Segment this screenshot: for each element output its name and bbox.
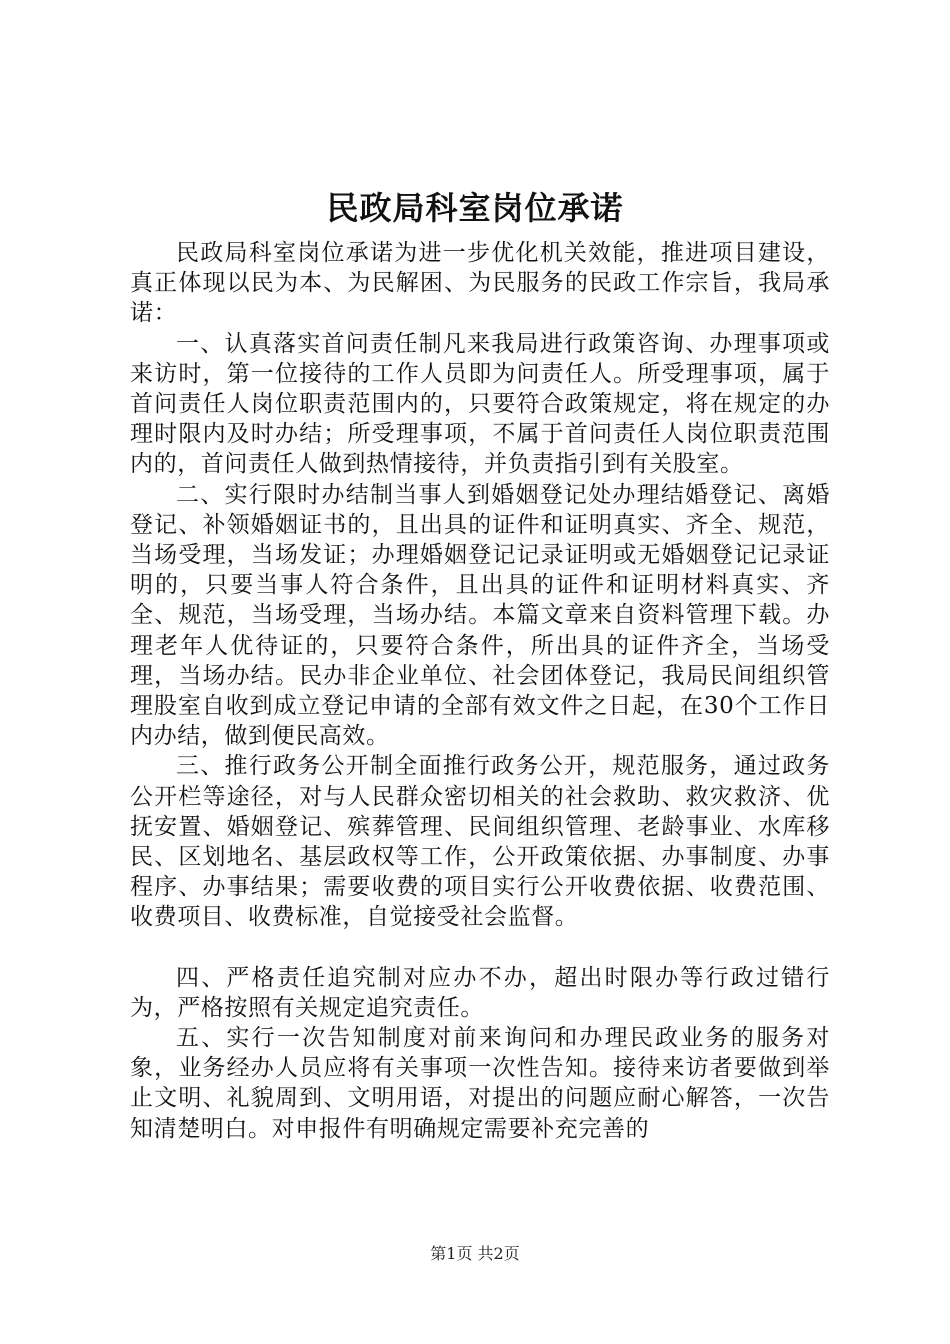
paragraph-one-time-notice: 五、实行一次告知制度对前来询问和办理民政业务的服务对象，业务经办人员应将有关事项一次性告知。接待来访者要做到举止文明、礼貌周到、文明用语，对提出的问题应耐心解答，一次告知清楚明白。对申报件有明确规定需要补充完善的 bbox=[130, 1025, 830, 1142]
paragraph-gap bbox=[130, 933, 830, 963]
intro-paragraph: 民政局科室岗位承诺为进一步优化机关效能，推进项目建设，真正体现以民为本、为民解困、为民服务的民政工作宗旨，我局承诺： bbox=[130, 240, 830, 327]
page-footer: 第1页 共2页 bbox=[430, 1244, 520, 1263]
document-title: 民政局科室岗位承诺 bbox=[326, 189, 624, 227]
paragraph-public-affairs: 三、推行政务公开制全面推行政务公开，规范服务，通过政务公开栏等途径，对与人民群众密切相关的社会救助、救灾救济、优抚安置、婚姻登记、殡葬管理、民间组织管理、老龄事业、水库移民、区划地名、基层政权等工作，公开政策依据、办事制度、办事程序、办事结果；需要收费的项目实行公开收费依据、收费范围、收费项目、收费标准，自觉接受社会监督。 bbox=[130, 753, 830, 931]
paragraph-accountability: 四、严格责任追究制对应办不办，超出时限办等行政过错行为，严格按照有关规定追究责任。 bbox=[130, 964, 830, 1021]
document-body bbox=[130, 238, 830, 1144]
paragraph-time-limit: 二、实行限时办结制当事人到婚姻登记处办理结婚登记、离婚登记、补领婚姻证书的，且出具的证件和证明真实、齐全、规范，当场受理，当场发证；办理婚姻登记记录证明或无婚姻登记记录证明的，只要当事人符合条件，且出具的证件和证明材料真实、齐全、规范，当场受理，当场办结。本篇文章来自资料管理下载。办理老年人优待证的，只要符合条件，所出具的证件齐全，当场受理，当场办结。民办非企业单位、社会团体登记，我局民间组织管理股室自收到成立登记申请的全部有效文件之日起，在30个工作日内办结，做到便民高效。 bbox=[130, 481, 830, 750]
paragraph-first-inquiry: 一、认真落实首问责任制凡来我局进行政策咨询、办理事项或来访时，第一位接待的工作人员即为问责任人。所受理事项，属于首问责任人岗位职责范围内的，只要符合政策规定，将在规定的办理时限内及时办结；所受理事项，不属于首问责任人岗位职责范围内的，首问责任人做到热情接待，并负责指引到有关股室。 bbox=[130, 330, 830, 478]
